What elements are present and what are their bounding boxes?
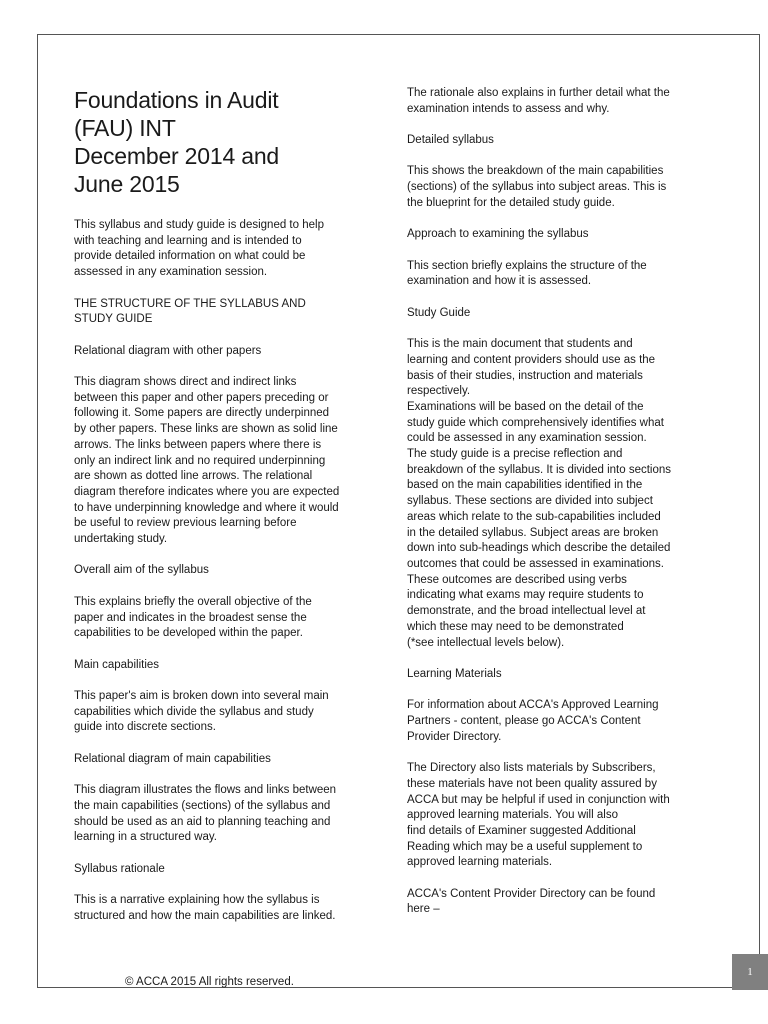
text-line: examination and how it is assessed.	[407, 275, 592, 288]
text-line: approved learning materials.	[407, 856, 553, 869]
detailed-heading	[407, 133, 707, 149]
text-line: capabilities which divide the syllabus and study	[74, 705, 314, 718]
text-line: The study guide is a precise reflection and	[407, 448, 623, 461]
text-line: approved learning materials. You will also	[407, 809, 618, 822]
rationale-heading	[74, 862, 369, 878]
text-line: This diagram shows direct and indirect links	[74, 375, 297, 388]
text-line: respectively.	[407, 385, 471, 398]
text-line: by other papers. These links are shown as solid line	[74, 423, 338, 436]
text-line: The rationale also explains in further detail what the	[407, 87, 670, 99]
document-title	[74, 86, 369, 198]
guide-heading-text: Study Guide	[407, 306, 471, 319]
text-line: This syllabus and study guide is designed to help	[74, 219, 324, 231]
materials-body	[407, 698, 707, 745]
text-line: areas which relate to the sub-capabilities included	[407, 510, 661, 523]
text-line: Provider Directory.	[407, 730, 502, 743]
text-line: (*see intellectual levels below).	[407, 636, 565, 649]
copyright-footer: © ACCA 2015 All rights reserved.	[125, 976, 294, 988]
text-line: only an indirect link and no required underpinning	[74, 454, 326, 467]
text-line: be useful to review previous learning before	[74, 517, 297, 530]
text-line: This paper's aim is broken down into several main	[74, 689, 329, 702]
text-line: guide into discrete sections.	[74, 721, 216, 734]
text-line: Examinations will be based on the detail of the	[407, 400, 644, 413]
text-line: Foundations in Audit	[74, 87, 279, 113]
text-line: ACCA's Content Provider Directory can be found	[407, 887, 656, 900]
text-line: STUDY GUIDE	[74, 313, 153, 326]
relational-heading-text: Relational diagram with other papers	[74, 344, 262, 357]
relational-heading	[74, 344, 369, 360]
text-line: the blueprint for the detailed study guide.	[407, 196, 615, 209]
text-line: examination intends to assess and why.	[407, 102, 610, 115]
text-line: This diagram illustrates the flows and links between	[74, 784, 337, 797]
text-line: based on the main capabilities identified in the	[407, 479, 643, 492]
text-line: These outcomes are described using verbs	[407, 573, 627, 586]
text-line: are shown as dotted line arrows. The relational	[74, 470, 313, 483]
text-line: June 2015	[74, 171, 180, 197]
text-line: between this paper and other papers preceding or	[74, 391, 329, 404]
text-line: This shows the breakdown of the main capabilities	[407, 165, 664, 178]
text-line: breakdown of the syllabus. It is divided into sections	[407, 463, 672, 476]
relcaps-body	[74, 783, 369, 846]
aim-heading	[74, 563, 369, 579]
text-line: syllabus. These sections are divided into subject	[407, 495, 653, 508]
structure-heading	[74, 297, 369, 328]
caps-body	[74, 689, 369, 736]
text-line: with teaching and learning and is intended to	[74, 234, 302, 247]
text-line: This is the main document that students and	[407, 338, 633, 351]
text-line: demonstrate, and the broad intellectual level at	[407, 605, 646, 618]
text-line: For information about ACCA's Approved Learning	[407, 699, 659, 712]
text-line: following it. Some papers are directly underpinned	[74, 407, 330, 420]
materials-heading	[407, 667, 707, 683]
text-line: which these may need to be demonstrated	[407, 620, 624, 633]
materials-heading-text: Learning Materials	[407, 667, 502, 680]
relcaps-heading-text: Relational diagram of main capabilities	[74, 752, 271, 765]
text-line: outcomes that could be assessed in examinations.	[407, 558, 664, 570]
guide-heading	[407, 306, 707, 322]
found-body	[407, 887, 707, 918]
text-line: could be assessed in any examination session.	[407, 432, 647, 445]
left-column	[74, 86, 369, 940]
text-line: learning in a structured way.	[74, 831, 217, 844]
intro-paragraph	[74, 218, 369, 281]
text-line: diagram therefore indicates where you are expected	[74, 485, 340, 498]
text-line: arrows. The links between papers where there is	[74, 438, 322, 451]
rationale-heading-text: Syllabus rationale	[74, 862, 165, 875]
text-line: to have underpinning knowledge and where it would	[74, 501, 339, 514]
text-line: December 2014 and	[74, 143, 280, 169]
text-line: ACCA but may be helpful if used in conjunction with	[407, 793, 670, 806]
aim-body	[74, 595, 369, 642]
text-line: (sections) of the syllabus into subject areas. This is	[407, 181, 667, 194]
text-line: in the detailed syllabus. Subject areas are broken	[407, 526, 659, 539]
page-number-text: 1	[747, 966, 753, 978]
page-number	[732, 954, 768, 990]
text-line: learning and content providers should use as the	[407, 353, 656, 366]
text-line: assessed in any examination session.	[74, 266, 268, 279]
rationale-body	[74, 893, 369, 924]
text-line: the main capabilities (sections) of the syllabus and	[74, 799, 331, 812]
guide-body	[407, 337, 707, 651]
text-line: basis of their studies, instruction and materials	[407, 369, 643, 382]
rationale-continued	[407, 86, 707, 117]
text-line: structured and how the main capabilities are linked.	[74, 909, 336, 922]
directory-body	[407, 761, 707, 871]
detailed-body	[407, 164, 707, 211]
aim-heading-text: Overall aim of the syllabus	[74, 564, 209, 577]
text-line: here –	[407, 903, 440, 916]
text-line: Reading which may be a useful supplement to	[407, 840, 643, 853]
text-line: This explains briefly the overall objective of the	[74, 595, 312, 608]
right-column	[407, 86, 707, 934]
text-line: undertaking study.	[74, 533, 168, 546]
caps-heading-text: Main capabilities	[74, 658, 160, 671]
text-line: find details of Examiner suggested Additional	[407, 824, 636, 837]
relational-body	[74, 375, 369, 548]
text-line: The Directory also lists materials by Subscribers,	[407, 762, 656, 775]
text-line: This section briefly explains the structure of the	[407, 259, 647, 272]
text-line: (FAU) INT	[74, 115, 176, 141]
text-line: This is a narrative explaining how the syllabus is	[74, 894, 320, 907]
text-line: provide detailed information on what could be	[74, 250, 306, 263]
approach-heading	[407, 227, 707, 243]
text-line: down into sub-headings which describe the detailed	[407, 542, 671, 555]
text-line: paper and indicates in the broadest sense the	[74, 611, 307, 624]
text-line: should be used as an aid to planning teaching and	[74, 815, 331, 828]
text-line: THE STRUCTURE OF THE SYLLABUS AND	[74, 297, 306, 310]
approach-body	[407, 259, 707, 290]
text-line: capabilities to be developed within the paper.	[74, 627, 303, 640]
detailed-heading-text: Detailed syllabus	[407, 134, 494, 147]
caps-heading	[74, 658, 369, 674]
text-line: Partners - content, please go ACCA's Content	[407, 715, 641, 727]
approach-heading-text: Approach to examining the syllabus	[407, 228, 589, 241]
text-line: these materials have not been quality assured by	[407, 777, 657, 790]
text-line: indicating what exams may require students to	[407, 589, 644, 602]
relcaps-heading	[74, 752, 369, 768]
text-line: study guide which comprehensively identifies what	[407, 416, 664, 429]
